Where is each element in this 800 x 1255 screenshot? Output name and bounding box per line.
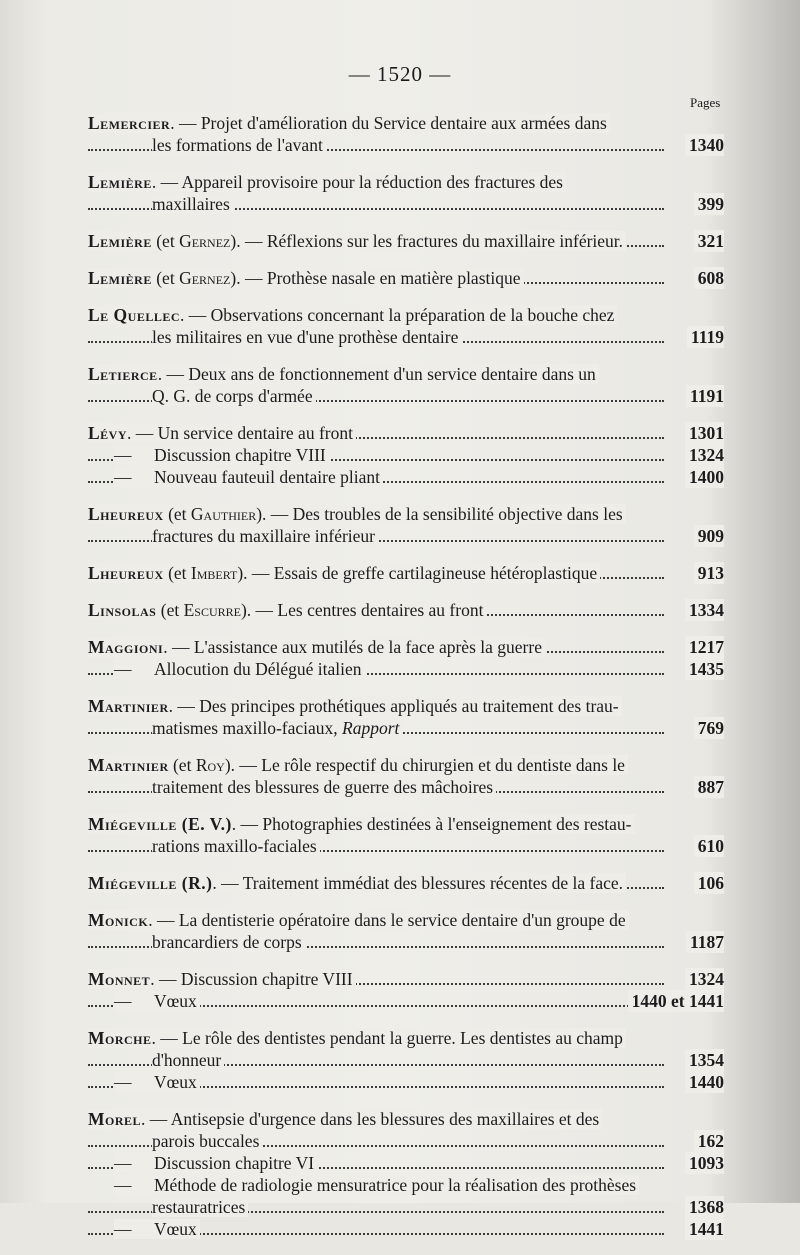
index-entry bbox=[88, 267, 724, 289]
entry-line bbox=[88, 171, 724, 193]
author-name: Le Quellec bbox=[88, 305, 181, 325]
entry-line bbox=[88, 562, 724, 584]
coauthor-name: Gernez bbox=[179, 268, 231, 288]
coauthor-prefix: (et bbox=[163, 563, 191, 583]
entry-line bbox=[88, 636, 724, 658]
sub-entry-text bbox=[114, 991, 200, 1011]
entry-line bbox=[88, 385, 724, 407]
ditto-dash: — bbox=[114, 991, 132, 1011]
sub-entry-title: Discussion chapitre VIII bbox=[154, 445, 326, 465]
index-entry bbox=[88, 872, 724, 894]
entry-title: . — Observations concernant la préparation de la bouche chez bbox=[180, 305, 615, 325]
author-name: Lheureux bbox=[88, 504, 164, 524]
author-name: Miégeville (R.) bbox=[88, 873, 213, 893]
author-name: Lemière bbox=[88, 231, 152, 251]
author-name: Miégeville (E. V.) bbox=[88, 814, 232, 834]
entry-text-continued bbox=[152, 1131, 262, 1151]
index-entry bbox=[88, 968, 724, 1012]
sub-entry-title: Nouveau fauteuil dentaire pliant bbox=[154, 467, 380, 487]
entry-text-continued bbox=[152, 135, 326, 155]
entry-title-cont: brancardiers de corps bbox=[152, 932, 302, 952]
pages-column-label: Pages bbox=[690, 95, 721, 110]
ditto-dash: — bbox=[114, 1175, 132, 1195]
entry-text bbox=[88, 637, 545, 657]
sub-entry-title: Vœux bbox=[154, 1219, 197, 1239]
entry-text bbox=[88, 364, 599, 384]
entry-title-cont: les formations de l'avant bbox=[152, 135, 323, 155]
entry-text-continued bbox=[152, 836, 320, 856]
index-entry bbox=[88, 363, 724, 407]
sub-entry-text bbox=[114, 445, 329, 465]
entry-title: . — Des principes prothétiques appliqués au traitement des trau- bbox=[168, 696, 619, 716]
entry-line bbox=[88, 230, 724, 252]
entry-title: . — Appareil provisoire pour la réduction des fractures des bbox=[151, 172, 563, 192]
entry-line bbox=[88, 466, 724, 488]
entry-title: . — Le rôle des dentistes pendant la guerre. Les dentistes au champ bbox=[151, 1028, 623, 1048]
page-reference: 321 bbox=[694, 230, 724, 252]
entry-line bbox=[88, 717, 724, 739]
entry-line bbox=[88, 1108, 724, 1130]
author-name: Linsolas bbox=[88, 600, 157, 620]
index-entry bbox=[88, 112, 724, 156]
entry-title-cont: traitement des blessures de guerre des mâchoires bbox=[152, 777, 494, 797]
entry-title: . — Un service dentaire au front bbox=[127, 423, 353, 443]
entry-line bbox=[88, 112, 724, 134]
entry-text-continued bbox=[152, 777, 496, 797]
page-reference: 913 bbox=[694, 562, 724, 584]
entry-line bbox=[88, 1218, 724, 1240]
ditto-dash: — bbox=[114, 1072, 132, 1092]
entry-line bbox=[88, 695, 724, 717]
index-entry bbox=[88, 230, 724, 252]
entry-title-cont: fractures du maxillaire inférieur bbox=[152, 526, 376, 546]
entry-text-continued bbox=[152, 718, 402, 738]
sub-entry-text bbox=[114, 1219, 200, 1239]
author-name: Lheureux bbox=[88, 563, 164, 583]
entry-line bbox=[88, 326, 724, 348]
entry-line bbox=[88, 931, 724, 953]
index-entry bbox=[88, 171, 724, 215]
entry-text bbox=[88, 423, 356, 443]
page-reference: 909 bbox=[694, 525, 724, 547]
page-reference: 1093 bbox=[685, 1152, 724, 1174]
entry-title: . — Deux ans de fonctionnement d'un service dentaire dans un bbox=[157, 364, 596, 384]
author-name: Lemière bbox=[88, 268, 152, 288]
coauthor-name: Escurre bbox=[183, 600, 241, 620]
entry-text bbox=[88, 873, 626, 893]
entry-title-cont: Q. G. de corps d'armée bbox=[152, 386, 313, 406]
entry-text bbox=[88, 563, 600, 583]
entry-line bbox=[88, 968, 724, 990]
entry-line bbox=[88, 835, 724, 857]
entry-line bbox=[88, 599, 724, 621]
entry-line bbox=[88, 990, 724, 1012]
entry-title: ). — Réflexions sur les fractures du maxillaire inférieur. bbox=[230, 231, 624, 251]
author-name: Martinier bbox=[88, 696, 169, 716]
page-reference: 1435 bbox=[685, 658, 724, 680]
sub-entry-title: Discussion chapitre VI bbox=[154, 1153, 315, 1173]
author-name: Lemercier bbox=[88, 113, 171, 133]
page-number: — 1520 — bbox=[348, 62, 452, 86]
ditto-dash: — bbox=[114, 659, 132, 679]
sub-entry-text-continued bbox=[152, 1197, 248, 1217]
page-reference: 1324 bbox=[685, 444, 724, 466]
entry-title: ). — Prothèse nasale en matière plastique bbox=[230, 268, 521, 288]
page-reference: 1354 bbox=[685, 1049, 724, 1071]
coauthor-prefix: (et bbox=[156, 600, 184, 620]
entry-line bbox=[88, 363, 724, 385]
entry-title: . — Discussion chapitre VIII bbox=[150, 969, 353, 989]
page-reference: 1368 bbox=[685, 1196, 724, 1218]
ditto-dash: — bbox=[114, 1153, 132, 1173]
entry-line bbox=[88, 525, 724, 547]
entry-text bbox=[88, 305, 617, 325]
page-reference: 1441 bbox=[685, 1218, 724, 1240]
page-reference: 162 bbox=[694, 1130, 724, 1152]
entry-line bbox=[88, 658, 724, 680]
index-entry bbox=[88, 695, 724, 739]
entry-title-cont: parois buccales bbox=[152, 1131, 260, 1151]
entry-title: . — Projet d'amélioration du Service dentaire aux armées dans bbox=[170, 113, 607, 133]
entry-title: ). — Des troubles de la sensibilité objective dans les bbox=[256, 504, 623, 524]
author-name: Morel bbox=[88, 1109, 142, 1129]
entry-text bbox=[88, 1109, 602, 1129]
entry-text bbox=[88, 814, 635, 834]
entry-line bbox=[88, 754, 724, 776]
index-entry bbox=[88, 599, 724, 621]
page-reference: 610 bbox=[694, 835, 724, 857]
author-index bbox=[88, 112, 724, 1255]
sub-entry-title: Allocution du Délégué italien bbox=[154, 659, 362, 679]
author-name: Morche bbox=[88, 1028, 152, 1048]
page-reference: 1217 bbox=[685, 636, 724, 658]
sub-entry-text bbox=[114, 1175, 639, 1195]
entry-line bbox=[88, 444, 724, 466]
entry-title: . — L'assistance aux mutilés de la face après la guerre bbox=[163, 637, 542, 657]
entry-text bbox=[88, 268, 524, 288]
coauthor-name: Imbert bbox=[190, 563, 238, 583]
entry-line bbox=[88, 1130, 724, 1152]
author-name: Letierce bbox=[88, 364, 158, 384]
index-entry bbox=[88, 909, 724, 953]
page-reference: 608 bbox=[694, 267, 724, 289]
entry-text bbox=[88, 504, 626, 524]
entry-line bbox=[88, 422, 724, 444]
coauthor-name: Gernez bbox=[179, 231, 231, 251]
index-entry bbox=[88, 1108, 724, 1240]
entry-line bbox=[88, 134, 724, 156]
entry-line bbox=[88, 1071, 724, 1093]
entry-title-cont: rations maxillo-faciales bbox=[152, 836, 317, 856]
author-name: Monnet bbox=[88, 969, 151, 989]
entry-line bbox=[88, 1152, 724, 1174]
entry-title: . — Traitement immédiat des blessures récentes de la face. bbox=[212, 873, 624, 893]
entry-title-cont: maxillaires bbox=[152, 194, 230, 214]
entry-line bbox=[88, 1027, 724, 1049]
entry-title: ). — Les centres dentaires au front bbox=[240, 600, 484, 620]
page-reference: 1334 bbox=[685, 599, 724, 621]
entry-title-cont: matismes maxillo-faciaux, bbox=[152, 718, 338, 738]
page-reference: 887 bbox=[694, 776, 724, 798]
entry-line bbox=[88, 267, 724, 289]
entry-line bbox=[88, 776, 724, 798]
coauthor-prefix: (et bbox=[151, 231, 180, 251]
page-reference: 1191 bbox=[686, 385, 724, 407]
entry-title: . — La dentisterie opératoire dans le service dentaire d'un groupe de bbox=[148, 910, 626, 930]
entry-text bbox=[88, 1028, 626, 1048]
sub-entry-text bbox=[114, 1153, 317, 1173]
index-entry bbox=[88, 304, 724, 348]
sub-entry-text bbox=[114, 1072, 200, 1092]
index-entry bbox=[88, 422, 724, 488]
entry-text-continued bbox=[152, 1050, 224, 1070]
entry-line bbox=[88, 872, 724, 894]
sub-entry-title-cont: restauratrices bbox=[152, 1197, 246, 1217]
index-entry bbox=[88, 636, 724, 680]
coauthor-name: Roy bbox=[195, 755, 225, 775]
coauthor-prefix: (et bbox=[163, 504, 191, 524]
sub-entry-title: Vœux bbox=[154, 1072, 197, 1092]
page-reference: 106 bbox=[694, 872, 724, 894]
page-reference: 1301 bbox=[685, 422, 724, 444]
entry-title: . — Antisepsie d'urgence dans les blessures des maxillaires et des bbox=[141, 1109, 600, 1129]
index-entry bbox=[88, 562, 724, 584]
index-entry bbox=[88, 1027, 724, 1093]
entry-text bbox=[88, 696, 622, 716]
entry-title: ). — Essais de greffe cartilagineuse hétéroplastique bbox=[237, 563, 598, 583]
page-reference: 1340 bbox=[685, 134, 724, 156]
page-reference: 1400 bbox=[685, 466, 724, 488]
coauthor-prefix: (et bbox=[151, 268, 180, 288]
entry-line bbox=[88, 304, 724, 326]
coauthor-name: Gauthier bbox=[190, 504, 257, 524]
sub-entry-title: Méthode de radiologie mensuratrice pour la réalisation des prothèses bbox=[154, 1175, 637, 1195]
page-reference: 1324 bbox=[685, 968, 724, 990]
ditto-dash: — bbox=[114, 445, 132, 465]
page-reference: 399 bbox=[694, 193, 724, 215]
entry-text bbox=[88, 755, 628, 775]
coauthor-prefix: (et bbox=[168, 755, 196, 775]
entry-text bbox=[88, 910, 629, 930]
entry-line bbox=[88, 1196, 724, 1218]
author-name: Lévy bbox=[88, 423, 128, 443]
entry-text-continued bbox=[152, 526, 378, 546]
index-entry bbox=[88, 813, 724, 857]
entry-line bbox=[88, 503, 724, 525]
entry-title: . — Photographies destinées à l'enseignement des restau- bbox=[231, 814, 632, 834]
sub-entry-text bbox=[114, 467, 383, 487]
entry-text-continued bbox=[152, 386, 316, 406]
entry-line bbox=[88, 909, 724, 931]
entry-text bbox=[88, 969, 356, 989]
entry-text-continued bbox=[152, 327, 461, 347]
entry-text-continued bbox=[152, 194, 233, 214]
author-name: Lemière bbox=[88, 172, 152, 192]
entry-text bbox=[88, 113, 610, 133]
ditto-dash: — bbox=[114, 1219, 132, 1239]
entry-line bbox=[88, 193, 724, 215]
entry-line bbox=[88, 813, 724, 835]
author-name: Monick bbox=[88, 910, 149, 930]
entry-title-cont: les militaires en vue d'une prothèse dentaire bbox=[152, 327, 459, 347]
sub-entry-title: Vœux bbox=[154, 991, 197, 1011]
entry-line bbox=[88, 1049, 724, 1071]
sub-entry-text bbox=[114, 659, 365, 679]
entry-text bbox=[88, 231, 626, 251]
ditto-dash: — bbox=[114, 467, 132, 487]
entry-line bbox=[88, 1174, 724, 1196]
page-reference: 1119 bbox=[687, 326, 724, 348]
index-entry bbox=[88, 754, 724, 798]
index-entry bbox=[88, 503, 724, 547]
entry-text-continued bbox=[152, 932, 305, 952]
author-name: Maggioni bbox=[88, 637, 164, 657]
italic-note: Rapport bbox=[342, 718, 400, 738]
entry-title-cont: d'honneur bbox=[152, 1050, 222, 1070]
author-name: Martinier bbox=[88, 755, 169, 775]
entry-text bbox=[88, 600, 486, 620]
page-reference: 1440 et 1441 bbox=[628, 990, 724, 1012]
page-reference: 1187 bbox=[686, 931, 724, 953]
entry-text bbox=[88, 172, 566, 192]
entry-title: ). — Le rôle respectif du chirurgien et du dentiste dans le bbox=[224, 755, 625, 775]
page-reference: 769 bbox=[694, 717, 724, 739]
page-reference: 1440 bbox=[685, 1071, 724, 1093]
